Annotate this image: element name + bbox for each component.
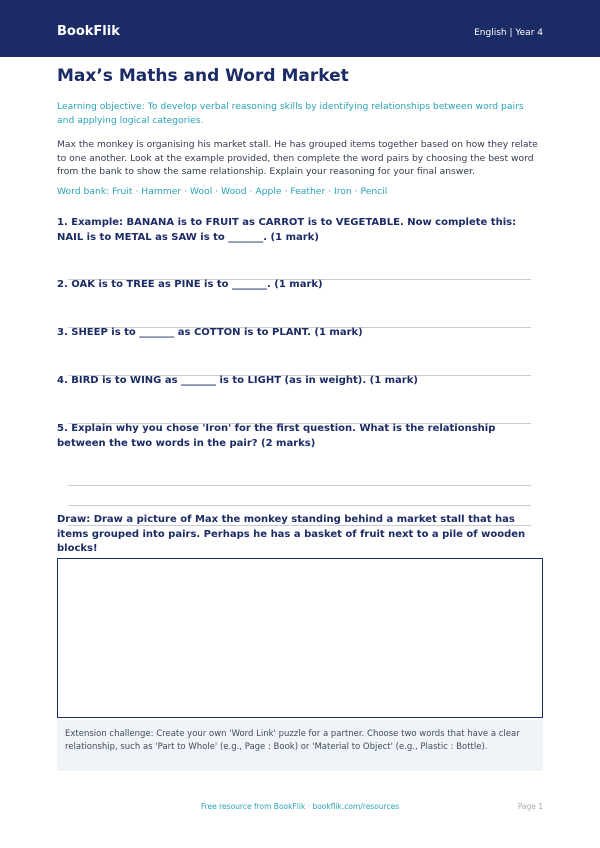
subject-year-label: English | Year 4 [474,28,543,38]
extension-box [57,720,543,771]
question-5: 5. Explain why you chose 'Iron' for the first question. What is the relationship between the two words in the pair? (2 marks) [57,423,496,449]
learning-objective: Learning objective: To develop verbal reasoning skills by identifying relationships between word pairs and applying logical categories. [57,101,524,126]
question-1: 1. Example: BANANA is to FRUIT as CARROT is to VEGETABLE. Now complete this: NAIL is to METAL as SAW is to _______. (1 mark) [57,217,517,243]
extension-text: Extension challenge: Create your own 'Word Link' puzzle for a partner. Choose two words that have a clear relationship, such as 'Part to Whole' (e.g., Page : Book) or 'Material to Object' (e.g., Plastic : Bottle). [65,729,520,752]
drawing-area[interactable] [57,558,543,718]
header-bar [0,0,600,57]
question-3: 3. SHEEP is to _______ as COTTON is to PLANT. (1 mark) [57,327,363,338]
draw-prompt: Draw: Draw a picture of Max the monkey standing behind a market stall that has items grouped into pairs. Perhaps he has a basket of fruit next to a pile of wooden blocks! [57,514,526,554]
brand-logo[interactable]: BookFlik [57,24,120,39]
intro-text: Max the monkey is organising his market stall. He has grouped items together based on how they relate to one another. Look at the example provided, then complete the word pairs by choosing the best word from the bank to show the same relationship. Explain your reasoning for your final answer. [57,139,538,177]
footer-link[interactable]: Free resource from BookFlik · bookflik.com/resources [200,802,400,811]
answer-line-5b[interactable] [68,505,531,506]
answer-line-5a[interactable] [68,485,531,486]
question-2: 2. OAK is to TREE as PINE is to _______. (1 mark) [57,279,323,290]
question-4: 4. BIRD is to WING as _______ is to LIGHT (as in weight). (1 mark) [57,375,418,386]
page-number: Page 1 [517,802,543,811]
page-title: Max’s Maths and Word Market [57,66,349,86]
word-bank: Word bank: Fruit · Hammer · Wool · Wood · Apple · Feather · Iron · Pencil [57,186,388,197]
